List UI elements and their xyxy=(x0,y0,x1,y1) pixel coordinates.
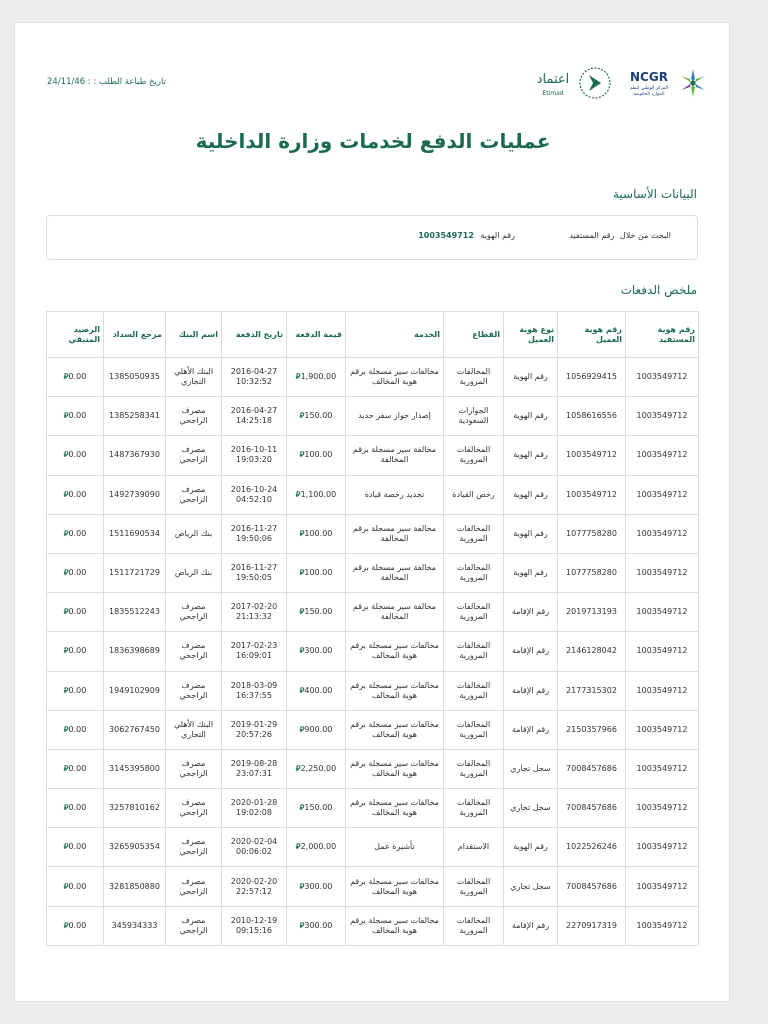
column-header: تاريخ الدفعة xyxy=(222,312,287,358)
table-cell: 1056929415 xyxy=(558,358,626,397)
table-row xyxy=(47,514,699,553)
amount-value: 0.00 xyxy=(68,685,87,695)
table-cell: 1836398689 xyxy=(104,632,166,671)
amount-value: 900.00 xyxy=(304,724,333,734)
table-cell: 1003549712 xyxy=(626,789,699,828)
table-row xyxy=(47,710,699,749)
table-cell: 2016-11-27 19:50:06 xyxy=(222,514,287,553)
riyal-icon: ⃁ xyxy=(299,646,305,656)
table-row xyxy=(47,867,699,906)
table-cell xyxy=(287,475,346,514)
basic-data-box xyxy=(46,215,698,260)
table-cell: المخالفات المرورية xyxy=(444,436,504,475)
riyal-icon: ⃁ xyxy=(63,489,69,499)
table-cell: 2019713193 xyxy=(558,593,626,632)
table-cell: مخالفة سير مسجلة برقم المخالفة xyxy=(346,593,444,632)
riyal-icon: ⃁ xyxy=(63,411,69,421)
amount-value: 300.00 xyxy=(304,646,333,656)
column-header: رقم هوية العميل xyxy=(558,312,626,358)
table-cell xyxy=(287,358,346,397)
table-cell xyxy=(287,397,346,436)
amount-value: 150.00 xyxy=(304,607,333,617)
table-cell: مصرف الراجحي xyxy=(166,475,222,514)
table-cell: 1511690534 xyxy=(104,514,166,553)
table-cell: البنك الأهلي التجاري xyxy=(166,710,222,749)
table-cell: تأشيرة عمل xyxy=(346,828,444,867)
table-cell: الاستقدام xyxy=(444,828,504,867)
amount-value: 1,100.00 xyxy=(300,489,337,499)
table-cell: رقم الهوية xyxy=(504,475,558,514)
amount-value: 0.00 xyxy=(68,646,87,656)
table-cell: مصرف الراجحي xyxy=(166,749,222,788)
payments-table xyxy=(46,311,699,946)
table-cell: 2146128042 xyxy=(558,632,626,671)
table-cell: 1385050935 xyxy=(104,358,166,397)
table-row xyxy=(47,436,699,475)
table-cell xyxy=(287,749,346,788)
table-cell: رقم الإقامة xyxy=(504,632,558,671)
riyal-icon: ⃁ xyxy=(63,568,69,578)
table-cell: 1003549712 xyxy=(626,553,699,592)
amount-value: 300.00 xyxy=(304,881,333,891)
amount-value: 0.00 xyxy=(68,607,87,617)
table-row xyxy=(47,906,699,945)
table-cell xyxy=(287,906,346,945)
table-cell: 2016-04-27 10:32:52 xyxy=(222,358,287,397)
table-cell xyxy=(47,671,104,710)
riyal-icon: ⃁ xyxy=(63,372,69,382)
table-cell: 2016-10-11 19:03:20 xyxy=(222,436,287,475)
table-cell: 2150357966 xyxy=(558,710,626,749)
id-number-value: 1003549712 xyxy=(418,231,474,240)
amount-value: 2,000.00 xyxy=(300,842,337,852)
column-header: القطاع xyxy=(444,312,504,358)
table-cell: 3257810162 xyxy=(104,789,166,828)
table-cell xyxy=(47,828,104,867)
table-cell: بنك الرياض xyxy=(166,514,222,553)
table-cell xyxy=(47,436,104,475)
table-cell: مصرف الراجحي xyxy=(166,828,222,867)
etimad-logo xyxy=(525,65,617,101)
table-cell: 2020-01-28 19:02:08 xyxy=(222,789,287,828)
table-cell: 1949102909 xyxy=(104,671,166,710)
amount-value: 0.00 xyxy=(68,411,87,421)
riyal-icon: ⃁ xyxy=(63,724,69,734)
table-cell: رقم الإقامة xyxy=(504,671,558,710)
table-cell: مصرف الراجحي xyxy=(166,789,222,828)
column-header: الخدمة xyxy=(346,312,444,358)
table-cell xyxy=(47,358,104,397)
riyal-icon: ⃁ xyxy=(299,568,305,578)
etimad-logo-text: اعتماد xyxy=(536,72,570,87)
riyal-icon: ⃁ xyxy=(295,372,301,382)
table-cell: المخالفات المرورية xyxy=(444,749,504,788)
amount-value: 0.00 xyxy=(68,920,87,930)
table-cell: سجل تجاري xyxy=(504,867,558,906)
table-cell: 2017-02-20 21:13:32 xyxy=(222,593,287,632)
table-cell xyxy=(287,632,346,671)
table-cell: إصدار جواز سفر جديد xyxy=(346,397,444,436)
document-page xyxy=(14,22,730,1002)
table-cell xyxy=(47,553,104,592)
table-cell: مخالفات سير مسجلة برقم هوية المخالف xyxy=(346,632,444,671)
table-cell: المخالفات المرورية xyxy=(444,867,504,906)
table-cell: 2018-03-09 16:37:55 xyxy=(222,671,287,710)
riyal-icon: ⃁ xyxy=(63,881,69,891)
table-cell: 345934333 xyxy=(104,906,166,945)
table-cell: 1835512243 xyxy=(104,593,166,632)
riyal-icon: ⃁ xyxy=(299,803,305,813)
table-cell xyxy=(47,593,104,632)
table-cell: رخص القيادة xyxy=(444,475,504,514)
print-date xyxy=(47,77,166,87)
ncgr-logo-subtext-2: الموارد الحكومية xyxy=(633,92,665,97)
riyal-icon: ⃁ xyxy=(299,411,305,421)
table-cell: المخالفات المرورية xyxy=(444,632,504,671)
amount-value: 150.00 xyxy=(304,411,333,421)
table-cell: 2020-02-20 22:57:12 xyxy=(222,867,287,906)
etimad-logo-subtext: Etimad xyxy=(542,90,564,97)
table-cell: البنك الأهلي التجاري xyxy=(166,358,222,397)
riyal-icon: ⃁ xyxy=(63,646,69,656)
table-cell: 2016-04-27 14:25:18 xyxy=(222,397,287,436)
table-row xyxy=(47,553,699,592)
table-cell xyxy=(287,436,346,475)
amount-value: 0.00 xyxy=(68,724,87,734)
table-cell: المخالفات المرورية xyxy=(444,906,504,945)
table-cell: 1058616556 xyxy=(558,397,626,436)
column-header: قيمة الدفعة xyxy=(287,312,346,358)
table-cell: مصرف الراجحي xyxy=(166,632,222,671)
table-cell: مخالفات سير مسجلة برقم هوية المخالف xyxy=(346,671,444,710)
column-header: اسم البنك xyxy=(166,312,222,358)
riyal-icon: ⃁ xyxy=(63,528,69,538)
riyal-icon: ⃁ xyxy=(299,528,305,538)
column-header: مرجع السداد xyxy=(104,312,166,358)
table-header-row xyxy=(47,312,699,358)
table-cell xyxy=(47,397,104,436)
table-cell xyxy=(287,867,346,906)
table-cell: 1003549712 xyxy=(626,867,699,906)
table-cell: مخالفات سير مسجلة برقم هوية المخالف xyxy=(346,906,444,945)
table-cell: مصرف الراجحي xyxy=(166,671,222,710)
table-cell xyxy=(287,553,346,592)
table-cell: المخالفات المرورية xyxy=(444,671,504,710)
table-cell: رقم الإقامة xyxy=(504,593,558,632)
table-cell xyxy=(287,828,346,867)
search-by-field xyxy=(569,231,671,240)
table-cell: 1003549712 xyxy=(626,593,699,632)
ncgr-logo-subtext-1: المركز الوطني لنظم xyxy=(629,86,669,91)
table-cell: 1511721729 xyxy=(104,553,166,592)
table-cell: تجديد رخصة قيادة xyxy=(346,475,444,514)
table-row xyxy=(47,593,699,632)
table-row xyxy=(47,397,699,436)
amount-value: 0.00 xyxy=(68,372,87,382)
riyal-icon: ⃁ xyxy=(299,881,305,891)
table-cell: المخالفات المرورية xyxy=(444,358,504,397)
table-cell xyxy=(47,749,104,788)
table-cell: مخالفة سير مسجلة برقم المخالفة xyxy=(346,514,444,553)
table-cell: رقم الهوية xyxy=(504,553,558,592)
amount-value: 0.00 xyxy=(68,842,87,852)
table-cell: مخالفات سير مسجلة برقم هوية المخالف xyxy=(346,710,444,749)
table-cell: المخالفات المرورية xyxy=(444,593,504,632)
basic-data-heading: البيانات الأساسية xyxy=(613,187,697,201)
print-date-value: 24/11/46 xyxy=(47,77,86,87)
riyal-icon: ⃁ xyxy=(299,724,305,734)
table-row xyxy=(47,671,699,710)
table-cell: 1077758280 xyxy=(558,514,626,553)
table-cell: رقم الإقامة xyxy=(504,710,558,749)
riyal-icon: ⃁ xyxy=(63,842,69,852)
table-cell xyxy=(47,906,104,945)
table-cell xyxy=(47,710,104,749)
table-cell: رقم الهوية xyxy=(504,397,558,436)
table-cell: 2016-11-27 19:50:05 xyxy=(222,553,287,592)
amount-value: 400.00 xyxy=(304,685,333,695)
payments-table-body xyxy=(47,358,699,946)
table-cell: 1385258341 xyxy=(104,397,166,436)
table-cell: 1003549712 xyxy=(626,749,699,788)
amount-value: 0.00 xyxy=(68,763,87,773)
table-cell: 1003549712 xyxy=(626,710,699,749)
table-cell: 2177315302 xyxy=(558,671,626,710)
ncgr-logo xyxy=(621,65,711,101)
amount-value: 150.00 xyxy=(304,803,333,813)
table-cell: مخالفات سير مسجلة برقم هوية المخالف xyxy=(346,749,444,788)
table-cell: 2020-02-04 00:06:02 xyxy=(222,828,287,867)
table-cell xyxy=(47,514,104,553)
table-cell: 2016-10-24 04:52:10 xyxy=(222,475,287,514)
table-row xyxy=(47,828,699,867)
table-cell: مصرف الراجحي xyxy=(166,436,222,475)
table-cell: 1003549712 xyxy=(626,514,699,553)
riyal-icon: ⃁ xyxy=(299,607,305,617)
table-cell: رقم الهوية xyxy=(504,358,558,397)
riyal-icon: ⃁ xyxy=(295,763,301,773)
table-cell: 1003549712 xyxy=(558,436,626,475)
table-cell: مخالفة سير مسجلة برقم المخالفة xyxy=(346,436,444,475)
search-by-value: رقم المستفيد xyxy=(569,231,615,240)
column-header: رقم هوية المستفيد xyxy=(626,312,699,358)
table-cell xyxy=(287,710,346,749)
table-cell: سجل تجاري xyxy=(504,749,558,788)
riyal-icon: ⃁ xyxy=(299,685,305,695)
amount-value: 300.00 xyxy=(304,920,333,930)
payments-summary-heading: ملخص الدفعات xyxy=(620,283,697,297)
table-cell: رقم الإقامة xyxy=(504,906,558,945)
amount-value: 100.00 xyxy=(304,568,333,578)
table-cell: 2017-02-23 16:09:01 xyxy=(222,632,287,671)
table-row xyxy=(47,475,699,514)
amount-value: 0.00 xyxy=(68,528,87,538)
table-cell: مصرف الراجحي xyxy=(166,593,222,632)
table-row xyxy=(47,789,699,828)
table-cell: 3145395800 xyxy=(104,749,166,788)
table-cell: مصرف الراجحي xyxy=(166,867,222,906)
table-cell: 1492739090 xyxy=(104,475,166,514)
id-number-field xyxy=(418,231,515,240)
table-cell: 2010-12-19 09:15:16 xyxy=(222,906,287,945)
table-cell: الجوازات السعودية xyxy=(444,397,504,436)
riyal-icon: ⃁ xyxy=(299,450,305,460)
table-cell: المخالفات المرورية xyxy=(444,553,504,592)
table-cell: 1003549712 xyxy=(626,397,699,436)
table-cell: 1003549712 xyxy=(626,671,699,710)
table-cell: مخالفات سير مسجلة برقم هوية المخالف xyxy=(346,789,444,828)
table-cell: 3265905354 xyxy=(104,828,166,867)
table-row xyxy=(47,749,699,788)
table-cell: سجل تجاري xyxy=(504,789,558,828)
riyal-icon: ⃁ xyxy=(295,842,301,852)
table-cell: 1487367930 xyxy=(104,436,166,475)
table-cell: بنك الرياض xyxy=(166,553,222,592)
table-cell xyxy=(47,475,104,514)
table-cell: رقم الهوية xyxy=(504,436,558,475)
id-number-label: رقم الهوية xyxy=(480,231,515,240)
amount-value: 100.00 xyxy=(304,528,333,538)
amount-value: 2,250.00 xyxy=(300,763,337,773)
table-cell: المخالفات المرورية xyxy=(444,789,504,828)
page-title: عمليات الدفع لخدمات وزارة الداخلية xyxy=(195,129,551,153)
riyal-icon: ⃁ xyxy=(63,763,69,773)
table-cell: 1077758280 xyxy=(558,553,626,592)
table-cell xyxy=(287,593,346,632)
table-cell: 1003549712 xyxy=(626,632,699,671)
table-cell xyxy=(287,789,346,828)
search-by-label: البحث من خلال xyxy=(619,231,671,240)
amount-value: 0.00 xyxy=(68,450,87,460)
table-cell: 1003549712 xyxy=(558,475,626,514)
table-cell: 1003549712 xyxy=(626,475,699,514)
table-cell xyxy=(287,671,346,710)
table-cell: رقم الهوية xyxy=(504,828,558,867)
table-cell: 7008457686 xyxy=(558,749,626,788)
column-header: نوع هوية العميل xyxy=(504,312,558,358)
riyal-icon: ⃁ xyxy=(295,489,301,499)
table-cell: 2019-08-28 23:07:31 xyxy=(222,749,287,788)
table-cell xyxy=(47,867,104,906)
amount-value: 0.00 xyxy=(68,568,87,578)
amount-value: 0.00 xyxy=(68,489,87,499)
table-cell: 3281850880 xyxy=(104,867,166,906)
table-cell: 1003549712 xyxy=(626,358,699,397)
table-cell: رقم الهوية xyxy=(504,514,558,553)
table-row xyxy=(47,358,699,397)
table-cell: 1003549712 xyxy=(626,906,699,945)
document-header xyxy=(15,23,731,123)
table-cell: 1003549712 xyxy=(626,828,699,867)
table-cell: مصرف الراجحي xyxy=(166,906,222,945)
table-cell: مخالفة سير مسجلة برقم المخالفة xyxy=(346,553,444,592)
table-cell: مخالفات سير مسجلة برقم هوية المخالف xyxy=(346,867,444,906)
print-date-label: تاريخ طباعة الطلب : : xyxy=(87,77,166,87)
amount-value: 1,900.00 xyxy=(300,372,337,382)
table-cell xyxy=(47,632,104,671)
riyal-icon: ⃁ xyxy=(63,803,69,813)
riyal-icon: ⃁ xyxy=(63,450,69,460)
amount-value: 100.00 xyxy=(304,450,333,460)
table-cell: 3062767450 xyxy=(104,710,166,749)
table-cell: 1003549712 xyxy=(626,436,699,475)
amount-value: 0.00 xyxy=(68,803,87,813)
table-cell: 7008457686 xyxy=(558,789,626,828)
riyal-icon: ⃁ xyxy=(299,920,305,930)
table-cell: 2270917319 xyxy=(558,906,626,945)
table-cell: مخالفات سير مسجلة برقم هوية المخالف xyxy=(346,358,444,397)
table-cell xyxy=(287,514,346,553)
table-cell: 7008457686 xyxy=(558,867,626,906)
table-cell: المخالفات المرورية xyxy=(444,514,504,553)
table-cell: 2019-01-29 20:57:26 xyxy=(222,710,287,749)
riyal-icon: ⃁ xyxy=(63,607,69,617)
riyal-icon: ⃁ xyxy=(63,920,69,930)
table-row xyxy=(47,632,699,671)
table-cell xyxy=(47,789,104,828)
table-cell: مصرف الراجحي xyxy=(166,397,222,436)
amount-value: 0.00 xyxy=(68,881,87,891)
column-header: الرصيد المتبقي xyxy=(47,312,104,358)
ncgr-logo-text: NCGR xyxy=(630,70,668,84)
table-cell: المخالفات المرورية xyxy=(444,710,504,749)
riyal-icon: ⃁ xyxy=(63,685,69,695)
table-cell: 1022526246 xyxy=(558,828,626,867)
